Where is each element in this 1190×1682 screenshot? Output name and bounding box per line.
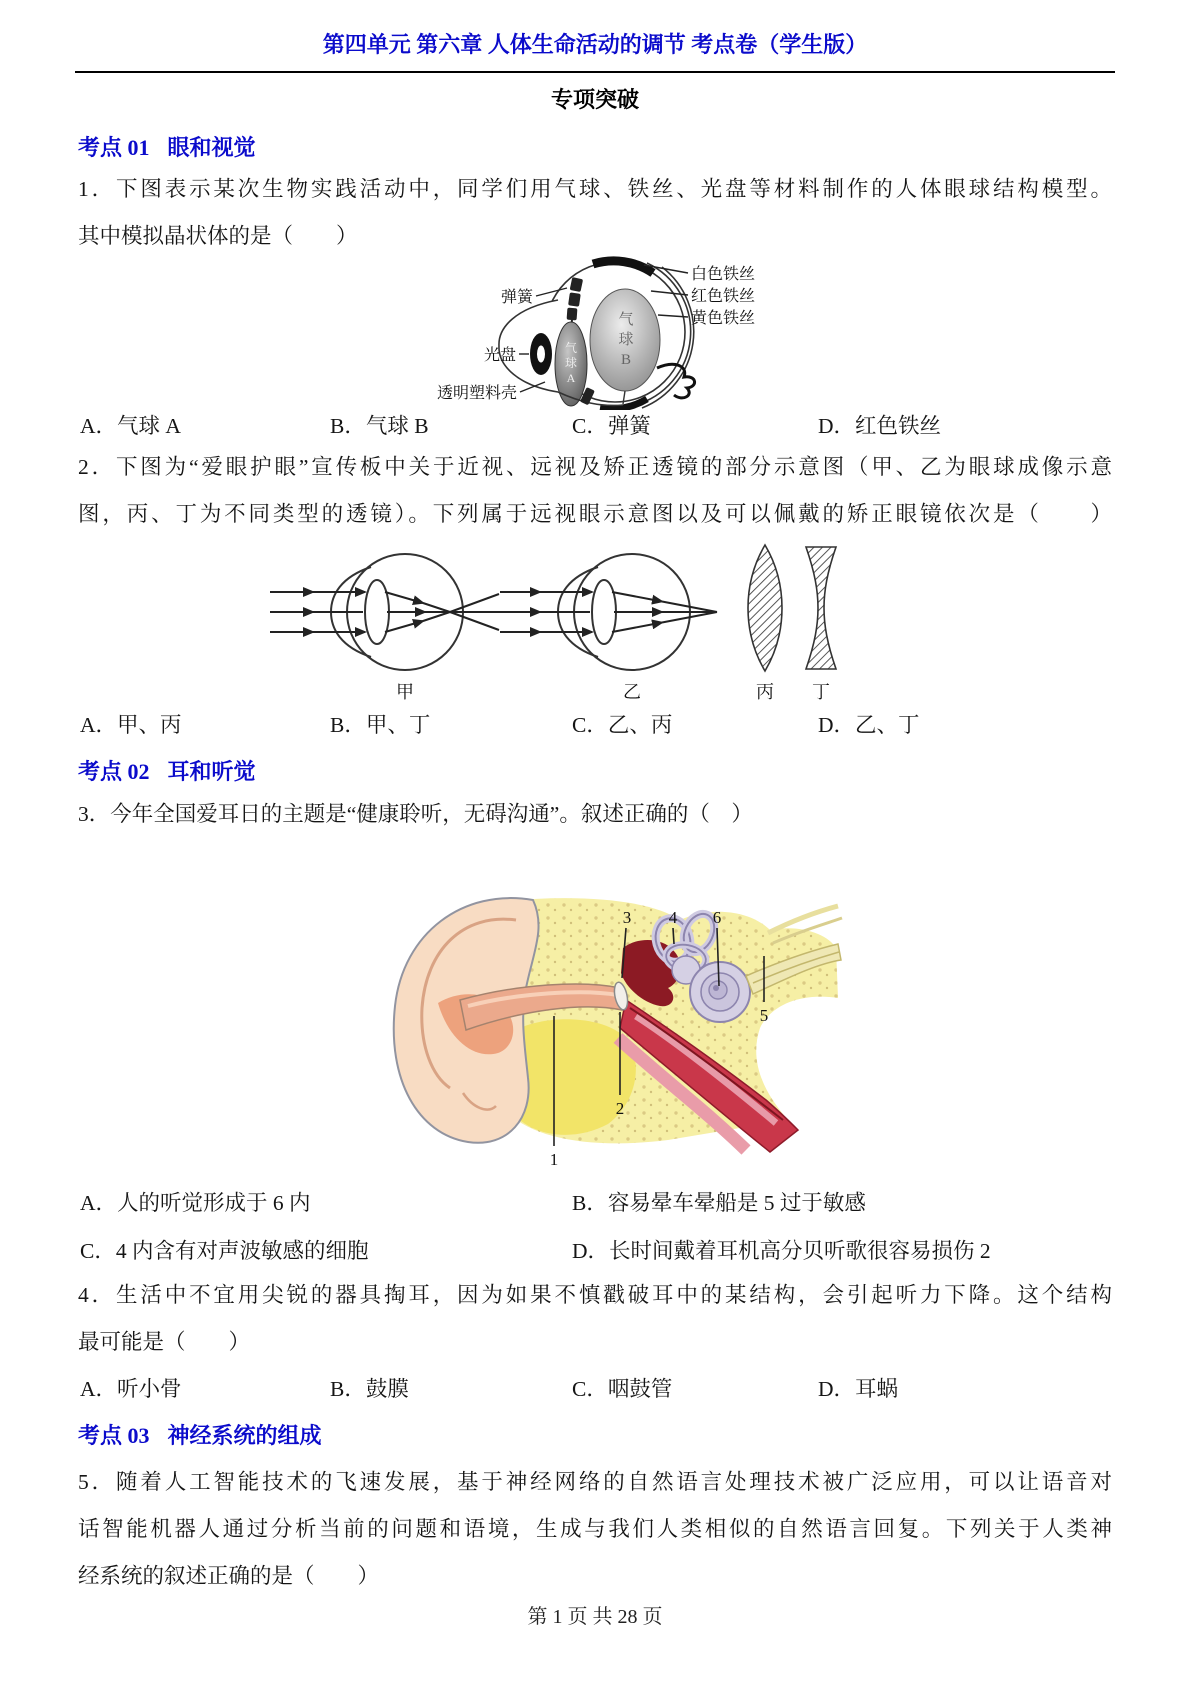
q4-line1: 4．生活中不宜用尖锐的器具掏耳，因为如果不慎戳破耳中的某结构，会引起听力下降。这个结构	[78, 1283, 1112, 1307]
q1-line2: 其中模拟晶状体的是（ ）	[78, 224, 358, 248]
q2-line2: 图，丙、丁为不同类型的透镜）。下列属于远视眼示意图以及可以佩戴的矫正眼镜依次是（ ）	[78, 502, 1112, 526]
label-jia: 甲	[396, 682, 414, 702]
q1-option-d: D．红色铁丝	[818, 414, 942, 438]
disc-label: 光盘	[483, 347, 516, 364]
q3-option-c: C．4 内含有对声波敏感的细胞	[80, 1239, 369, 1263]
header-divider	[75, 71, 1115, 73]
q3-option-b: B．容易晕车晕船是 5 过于敏感	[572, 1191, 866, 1215]
eye-model-figure	[395, 250, 815, 410]
label-ding: 丁	[812, 682, 830, 702]
balloon-a-char1: 气	[564, 341, 578, 355]
balloon-a-char3: A	[566, 371, 576, 385]
q4-line2: 最可能是（ ）	[78, 1330, 251, 1354]
convex-lens-bing	[748, 545, 782, 671]
q2-option-d: D．乙、丁	[818, 713, 920, 737]
balloon-a-char2: 球	[564, 356, 578, 370]
q2-option-b: B．甲、丁	[330, 713, 431, 737]
eye-jia-diagram	[270, 554, 501, 670]
q1-line1: 1．下图表示某次生物实践活动中，同学们用气球、铁丝、光盘等材料制作的人体眼球结构模型。	[78, 177, 1112, 201]
topic-heading-2	[78, 752, 256, 792]
page-footer: 第 1 页 共 28 页	[527, 1606, 663, 1628]
topic-heading-1	[78, 128, 256, 168]
label-yi: 乙	[623, 682, 641, 702]
q4-option-b: B．鼓膜	[330, 1377, 409, 1401]
q2-option-c: C．乙、丙	[572, 713, 673, 737]
q3-option-d: D．长时间戴着耳机高分贝听歌很容易损伤 2	[572, 1239, 991, 1263]
label-bing: 丙	[756, 682, 774, 702]
balloon-b-char3: B	[620, 352, 632, 368]
spring-coil	[567, 277, 584, 320]
yellow-wire-label: 黄色铁丝	[691, 310, 756, 327]
balloon-b-char1: 气	[618, 312, 634, 328]
topic3-label: 考点 03	[78, 1423, 150, 1448]
section-title: 专项突破	[550, 87, 639, 112]
ear-label-5: 5	[759, 1006, 769, 1025]
q1-option-b: B．气球 B	[330, 414, 429, 438]
topic-heading-3	[78, 1416, 322, 1456]
topic1-label: 考点 01	[78, 135, 150, 160]
page-header: 第四单元 第六章 人体生命活动的调节 考点卷（学生版）	[322, 32, 868, 57]
q4-option-c: C．咽鼓管	[572, 1377, 673, 1401]
ear-label-6: 6	[712, 908, 722, 927]
q1-option-c: C．弹簧	[572, 414, 651, 438]
balloon-b-char2: 球	[618, 332, 634, 348]
q5-line1: 5．随着人工智能技术的飞速发展，基于神经网络的自然语言处理技术被广泛应用，可以让语音对	[78, 1470, 1112, 1494]
vision-correction-figure	[255, 537, 905, 702]
shell-label: 透明塑料壳	[436, 385, 517, 402]
cochlea	[690, 962, 750, 1022]
topic3-title: 神经系统的组成	[167, 1423, 322, 1448]
topic2-title: 耳和听觉	[167, 759, 256, 784]
concave-lens-ding	[806, 547, 836, 669]
q5-line3: 经系统的叙述正确的是（ ）	[78, 1564, 380, 1588]
q4-option-a: A．听小骨	[80, 1377, 182, 1401]
topic2-label: 考点 02	[78, 759, 150, 784]
red-wire-label: 红色铁丝	[691, 288, 756, 305]
top-black-band	[593, 261, 653, 273]
q4-option-d: D．耳蜗	[818, 1377, 899, 1401]
topic1-title: 眼和视觉	[167, 135, 256, 160]
q3-option-a: A．人的听觉形成于 6 内	[80, 1191, 311, 1215]
q5-line2: 话智能机器人通过分析当前的问题和语境，生成与我们人类相似的自然语言回复。下列关于人类神	[78, 1517, 1112, 1541]
q2-option-a: A．甲、丙	[80, 713, 182, 737]
ear-label-1: 1	[549, 1150, 559, 1169]
q2-line1: 2．下图为“爱眼护眼”宣传板中关于近视、远视及矫正透镜的部分示意图（甲、乙为眼球成像示意	[78, 455, 1112, 479]
ear-anatomy-figure	[368, 888, 852, 1180]
spring-label: 弹簧	[500, 289, 533, 306]
q1-option-a: A．气球 A	[80, 414, 181, 438]
q3-line1: 3．今年全国爱耳日的主题是“健康聆听，无碍沟通”。叙述正确的（ ）	[78, 802, 753, 826]
cd-disc-hole	[537, 346, 545, 363]
ear-label-3: 3	[622, 908, 632, 927]
eye-yi-diagram	[500, 554, 717, 670]
wire-hook	[657, 364, 695, 398]
white-wire-label: 白色铁丝	[691, 266, 756, 283]
ear-label-4: 4	[668, 908, 678, 927]
ear-label-2: 2	[615, 1099, 625, 1118]
